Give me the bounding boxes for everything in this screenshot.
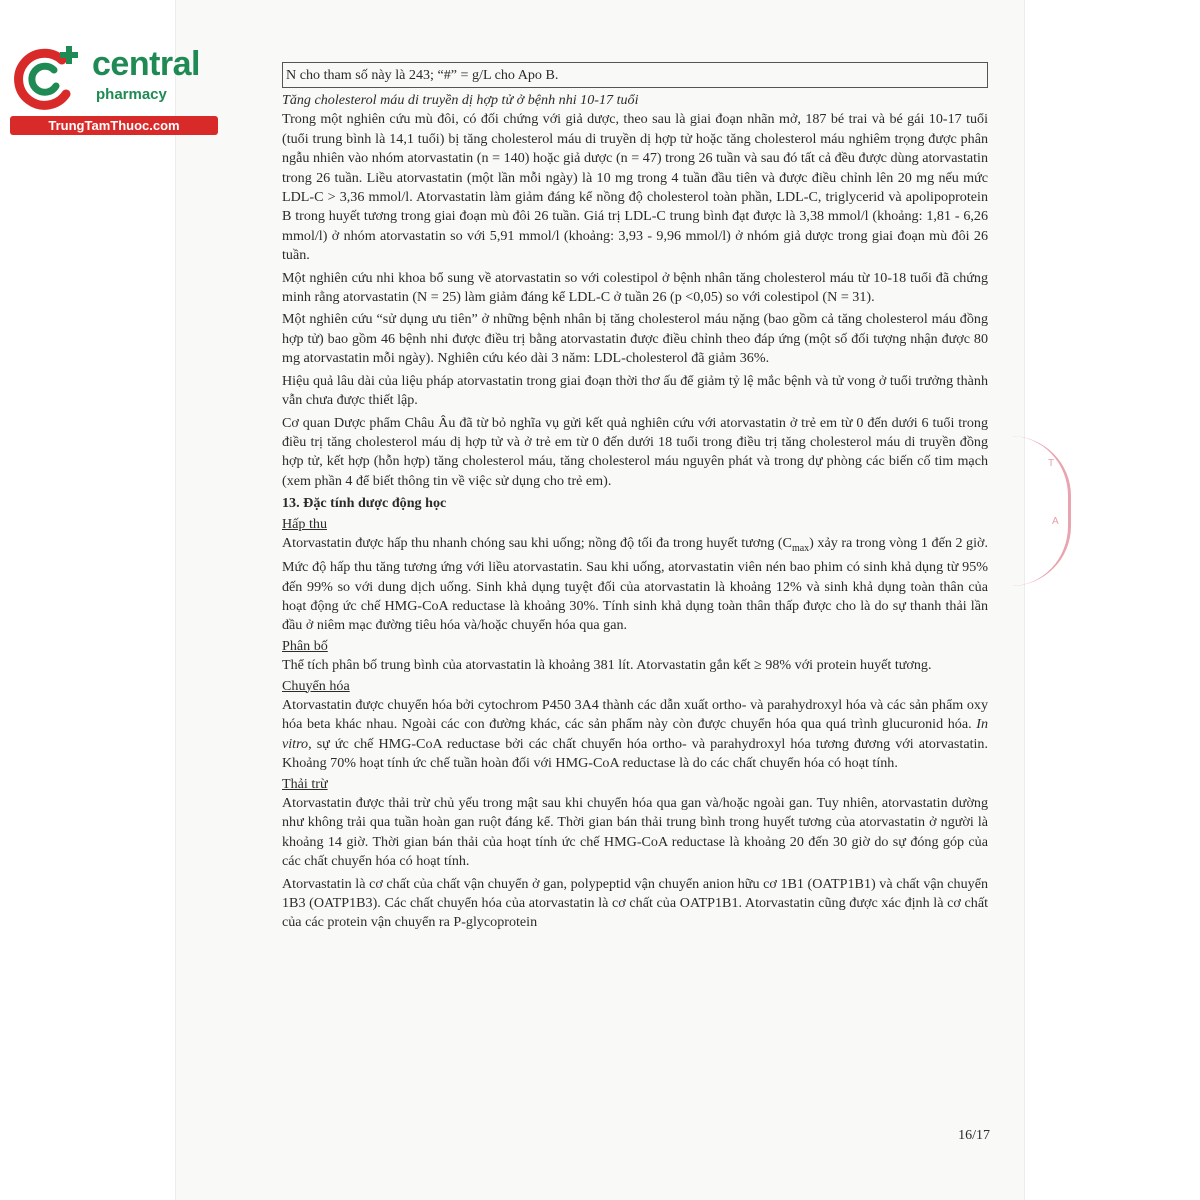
paragraph-elimination-1: Atorvastatin được thải trừ chủ yếu trong mật sau khi chuyển hóa qua gan và/hoặc ngoài gan. Tuy nhiên, atorvastatin dường như không trải qua tuần hoàn gan ruột đáng kể. Thời gian bán thải trung bình trong huyết tương của atorvastatin ở người là khoảng 14 giờ. Thời gian bán thải của hoạt tính ức chế HMG-CoA reductase là khoảng 20 đến 30 giờ do sự đóng góp của các chất chuyển hóa có hoạt tính. xyxy=(282,795,988,870)
paragraph-metabolism xyxy=(282,696,988,774)
table-footnote: N cho tham số này là 243; “#” = g/L cho Apo B. xyxy=(282,62,988,88)
paragraph-ema: Cơ quan Dược phẩm Châu Âu đã từ bỏ nghĩa vụ gửi kết quả nghiên cứu với atorvastatin ở trẻ em từ 0 đến dưới 6 tuổi trong điều trị tăng cholesterol máu dị hợp tử và ở trẻ em từ 0 đến dưới 18 tuổi trong điều trị tăng cholesterol máu di truyền đồng hợp tử, kết hợp (hỗn hợp) tăng cholesterol máu, tăng cholesterol máu nguyên phát và trong dự phòng các biến cố tim mạch (xem phần 4 để biết thông tin về việc sử dụng cho trẻ em). xyxy=(282,414,988,489)
paragraph-study-2: Một nghiên cứu nhi khoa bổ sung về atorvastatin so với colestipol ở bệnh nhân tăng cholesterol máu từ 10-18 tuổi đã chứng minh rằng atorvastatin (N = 25) làm giảm đáng kể LDL-C ở tuần 26 (p <0,05) so với colestipol (N = 31). xyxy=(282,269,988,306)
red-stamp-edge: T A xyxy=(1008,436,1071,586)
page-number: 16/17 xyxy=(958,1128,990,1143)
central-pharmacy-logo-icon xyxy=(8,38,88,118)
cmax-subscript: max xyxy=(791,542,810,554)
brand-subtitle: pharmacy xyxy=(96,86,167,103)
paragraph-study-3: Một nghiên cứu “sử dụng ưu tiên” ở những bệnh nhân bị tăng cholesterol máu nặng (bao gồm cả tăng cholesterol máu đồng hợp tử) bao gồm 46 bệnh nhi được điều trị bằng atorvastatin được điều chỉnh theo đáp ứng (một số đối tượng nhận được 80 mg atorvastatin mỗi ngày). Nghiên cứu kéo dài 3 năm: LDL-cholesterol đã giảm 36%. xyxy=(282,311,988,367)
paragraph-distribution: Thể tích phân bố trung bình của atorvastatin là khoảng 381 lít. Atorvastatin gắn kết ≥ 98% với protein huyết tương. xyxy=(282,657,932,674)
paragraph-absorption xyxy=(282,534,988,636)
paragraph-elimination-2: Atorvastatin là cơ chất của chất vận chuyển ở gan, polypeptid vận chuyển anion hữu cơ 1B1 (OATP1B1) và chất vận chuyển 1B3 (OATP1B3). Các chất chuyển hóa của atorvastatin là cơ chất của OATP1B1. Atorvastatin cũng được xác định là cơ chất của các protein vận chuyển ra P-glycoprotein xyxy=(282,875,988,931)
metabolism-in-vitro: In vitro xyxy=(282,716,988,752)
brand-logo[interactable] xyxy=(8,38,218,138)
section-heading-pediatric: Tăng cholesterol máu di truyền dị hợp tử ở bệnh nhi 10-17 tuổi xyxy=(282,92,639,108)
subheading-distribution-label: Phân bố xyxy=(282,637,328,654)
subheading-metabolism-label: Chuyển hóa xyxy=(282,677,350,694)
metabolism-text-b: , sự ức chế HMG-CoA reductase bởi các chất chuyển hóa ortho- và parahydroxyl hóa tương đương với atorvastatin. Khoảng 70% hoạt tính ức chế tuần hoàn đối với HMG-CoA reductase là do các chất chuyển hóa có hoạt tính. xyxy=(282,735,988,772)
paragraph-study-1: Trong một nghiên cứu mù đôi, có đối chứng với giả dược, theo sau là giai đoạn nhãn mở, 187 bé trai và bé gái 10-17 tuổi (tuổi trung bình là 14,1 tuổi) bị tăng cholesterol máu di truyền dị hợp tử hoặc tăng cholesterol máu nghiêm trọng được phân ngẫu nhiên vào nhóm atorvastatin (n = 140) hoặc giả dược (n = 47) trong 26 tuần và sau đó tất cả đều được dùng atorvastatin trong 26 tuần. Liều atorvastatin (một lần mỗi ngày) là 10 mg trong 4 tuần đầu tiên và được điều chỉnh lên 20 mg nếu mức LDL-C > 3,36 mmol/l. Atorvastatin làm giảm đáng kể nồng độ cholesterol toàn phần, LDL-C, triglycerid và apolipoprotein B trong huyết tương trong giai đoạn mù đôi 26 tuần. Giá trị LDL-C trung bình đạt được là 3,38 mmol/l (khoảng: 1,81 - 6,26 mmol/l) ở nhóm atorvastatin so với 5,91 mmol/l (khoảng: 3,93 - 9,96 mmol/l) ở nhóm giả dược trong giai đoạn mù đôi 26 tuần. xyxy=(282,111,988,264)
section-title-pharmacokinetics: 13. Đặc tính dược động học xyxy=(282,495,447,512)
metabolism-text-a: Atorvastatin được chuyển hóa bởi cytochrom P450 3A4 thành các dẫn xuất ortho- và parahydroxyl hóa và các sản phẩm oxy hóa beta khác nhau. Ngoài các con đường khác, các sản phẩm này còn được chuyển hóa qua quá trình glucuronid hóa. xyxy=(282,697,988,733)
document-body xyxy=(282,62,988,933)
subheading-metabolism xyxy=(282,677,988,696)
subheading-distribution xyxy=(282,637,988,656)
brand-url[interactable]: TrungTamThuoc.com xyxy=(10,116,218,135)
absorption-text-a: Atorvastatin được hấp thu nhanh chóng sau khi uống; nồng độ tối đa trong huyết tương (C xyxy=(282,534,792,551)
paragraph-long-term: Hiệu quả lâu dài của liệu pháp atorvastatin trong giai đoạn thời thơ ấu để giảm tỷ lệ mắc bệnh và tử vong ở tuổi trưởng thành vẫn chưa được thiết lập. xyxy=(282,372,988,409)
subheading-absorption-label: Hấp thu xyxy=(282,515,328,532)
brand-name: central xyxy=(92,45,200,83)
subheading-elimination-label: Thải trừ xyxy=(282,775,328,792)
absorption-text-b: ) xảy ra trong vòng 1 đến 2 giờ. Mức độ hấp thu tăng tương ứng với liều atorvastatin. Sau khi uống, atorvastatin viên nén bao phim có sinh khả dụng từ 95% đến 99% so với dung dịch uống. Sinh khả dụng tuyệt đối của atorvastatin là khoảng 12% và sinh khả dụng toàn thân của hoạt động ức chế HMG-CoA reductase là khoảng 30%. Tính sinh khả dụng toàn thân thấp được cho là do sự thanh thải lần đầu ở niêm mạc đường tiêu hóa và/hoặc chuyển hóa qua gan. xyxy=(282,534,988,634)
subheading-elimination xyxy=(282,775,988,794)
subheading-absorption xyxy=(282,515,988,534)
